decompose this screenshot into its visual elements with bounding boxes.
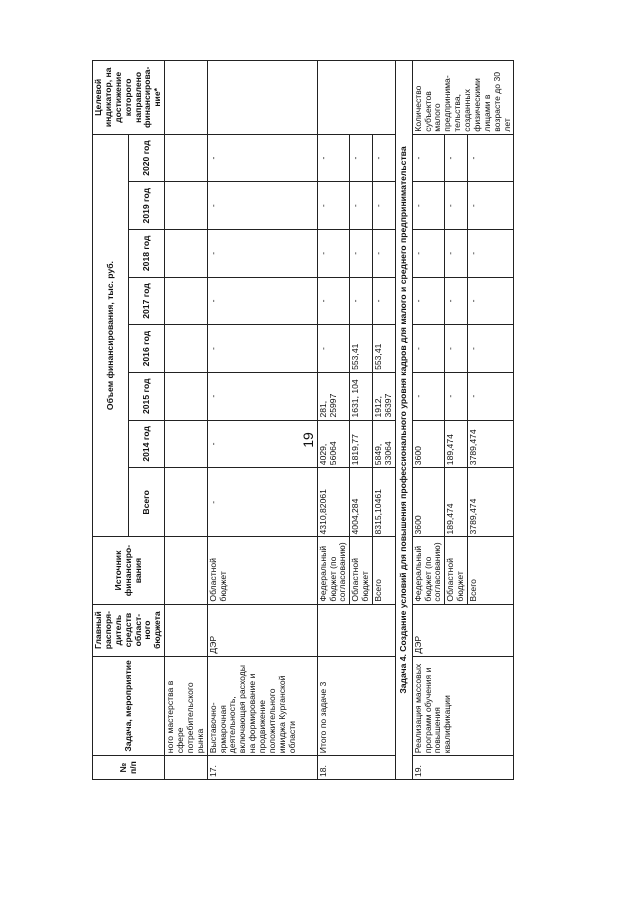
header-total: Всего — [129, 468, 165, 537]
value-2016: 553,41 — [373, 325, 396, 373]
value-cell: - — [350, 182, 373, 230]
value-cell: - — [445, 229, 468, 277]
source-cell: Федеральный бюджет (по согласованию) — [317, 537, 350, 604]
header-num: № п/п — [93, 756, 165, 780]
value-cell: - — [207, 277, 317, 325]
task-cell: Реализация массовых программ обучения и повышения квалификации — [412, 656, 514, 756]
value-cell: - — [317, 325, 350, 373]
task-cell: Итого по задаче 3 — [317, 656, 395, 756]
table-row-17 — [207, 61, 317, 780]
value-cell: - — [207, 372, 317, 420]
value-cell: - — [207, 229, 317, 277]
value-2014: 5849, 33064 — [373, 420, 396, 468]
value-cell: - — [317, 134, 350, 182]
value-cell: - — [412, 182, 445, 230]
value-2016: 553,41 — [350, 325, 373, 373]
value-2015: 281, 25997 — [317, 372, 350, 420]
value-cell: - — [373, 229, 396, 277]
num-cell: 18. — [317, 756, 395, 780]
page-number: 19 — [299, 432, 316, 448]
value-cell: - — [468, 277, 514, 325]
value-2014: 189,474 — [445, 420, 468, 468]
value-cell: - — [207, 182, 317, 230]
header-2019: 2019 год — [129, 182, 165, 230]
section-heading-row — [395, 61, 412, 780]
value-cell: - — [317, 229, 350, 277]
value-cell: - — [317, 182, 350, 230]
value-cell: - — [445, 277, 468, 325]
source-cell: Областной бюджет — [350, 537, 373, 604]
value-cell: - — [468, 134, 514, 182]
value-cell: - — [468, 372, 514, 420]
value-2014: 3600 — [412, 420, 445, 468]
value-cell: - — [412, 134, 445, 182]
total-cell: 3600 — [412, 468, 445, 537]
value-cell: - — [207, 468, 317, 537]
value-cell: - — [412, 277, 445, 325]
header-manager: Главный распоря-дитель средств област-ного бюджета — [93, 604, 165, 656]
value-cell: - — [468, 229, 514, 277]
value-cell: - — [373, 277, 396, 325]
num-cell: 19. — [412, 756, 514, 780]
header-2017: 2017 год — [129, 277, 165, 325]
header-task: Задача, мероприятие — [93, 656, 165, 756]
value-cell: - — [445, 325, 468, 373]
value-cell: - — [207, 420, 317, 468]
total-cell: 4004,284 — [350, 468, 373, 537]
header-2016: 2016 год — [129, 325, 165, 373]
value-2015: 1631, 104 — [350, 372, 373, 420]
header-source: Источник финансиро-вания — [93, 537, 165, 604]
financing-table — [92, 60, 514, 780]
table-row-19-federal — [412, 61, 445, 780]
source-cell: Всего — [468, 537, 514, 604]
total-cell: 189,474 — [445, 468, 468, 537]
header-2018: 2018 год — [129, 229, 165, 277]
value-cell: - — [445, 372, 468, 420]
task-cell: Выставочно-ярмарочная деятельность, включающая расходы на формирование и продвижение положительного имиджа Курганской области — [207, 656, 317, 756]
value-cell: - — [350, 229, 373, 277]
value-2015: 1912, 36397 — [373, 372, 396, 420]
header-2020: 2020 год — [129, 134, 165, 182]
num-cell: 17. — [207, 756, 317, 780]
value-cell: - — [412, 325, 445, 373]
value-cell: - — [350, 277, 373, 325]
value-2014: 4029, 56064 — [317, 420, 350, 468]
header-volume: Объем финансирования, тыс. руб. — [93, 134, 129, 537]
value-cell: - — [412, 372, 445, 420]
source-cell: Всего — [373, 537, 396, 604]
header-row-1 — [93, 61, 129, 780]
value-cell: - — [445, 134, 468, 182]
manager-cell: ДЭР — [412, 604, 514, 656]
target-cell: Количество субъектов малого предпринима-тельства, созданных физическими лицами в возрасте до 30 лет — [412, 61, 514, 135]
header-2014: 2014 год — [129, 420, 165, 468]
source-cell: Областной бюджет — [445, 537, 468, 604]
rotated-table-sheet — [92, 60, 512, 780]
value-cell: - — [412, 229, 445, 277]
total-cell: 8315,10461 — [373, 468, 396, 537]
source-cell: Федеральный бюджет (по согласованию) — [412, 537, 445, 604]
header-target: Целевой индикатор, на достижение которого направлено финансирова-ние* — [93, 61, 165, 135]
task-cell: ного мастерства в сфере потребительского рынка — [165, 656, 208, 756]
value-cell: - — [317, 277, 350, 325]
total-cell: 4310,82061 — [317, 468, 350, 537]
value-cell: - — [207, 134, 317, 182]
value-cell: - — [373, 182, 396, 230]
total-cell: 3789,474 — [468, 468, 514, 537]
value-cell: - — [373, 134, 396, 182]
value-2014: 1819,77 — [350, 420, 373, 468]
table-row-18-federal — [317, 61, 350, 780]
value-cell: - — [468, 325, 514, 373]
value-2014: 3789,474 — [468, 420, 514, 468]
header-2015: 2015 год — [129, 372, 165, 420]
value-cell: - — [445, 182, 468, 230]
value-cell: - — [350, 134, 373, 182]
value-cell: - — [468, 182, 514, 230]
section-heading: Задача 4. Создание условий для повышения профессионального уровня кадров для малого и среднего предпринимательства — [395, 61, 412, 780]
value-cell: - — [207, 325, 317, 373]
source-cell: Областной бюджет — [207, 537, 317, 604]
table-row-continuation — [165, 61, 208, 780]
manager-cell: ДЭР — [207, 604, 317, 656]
